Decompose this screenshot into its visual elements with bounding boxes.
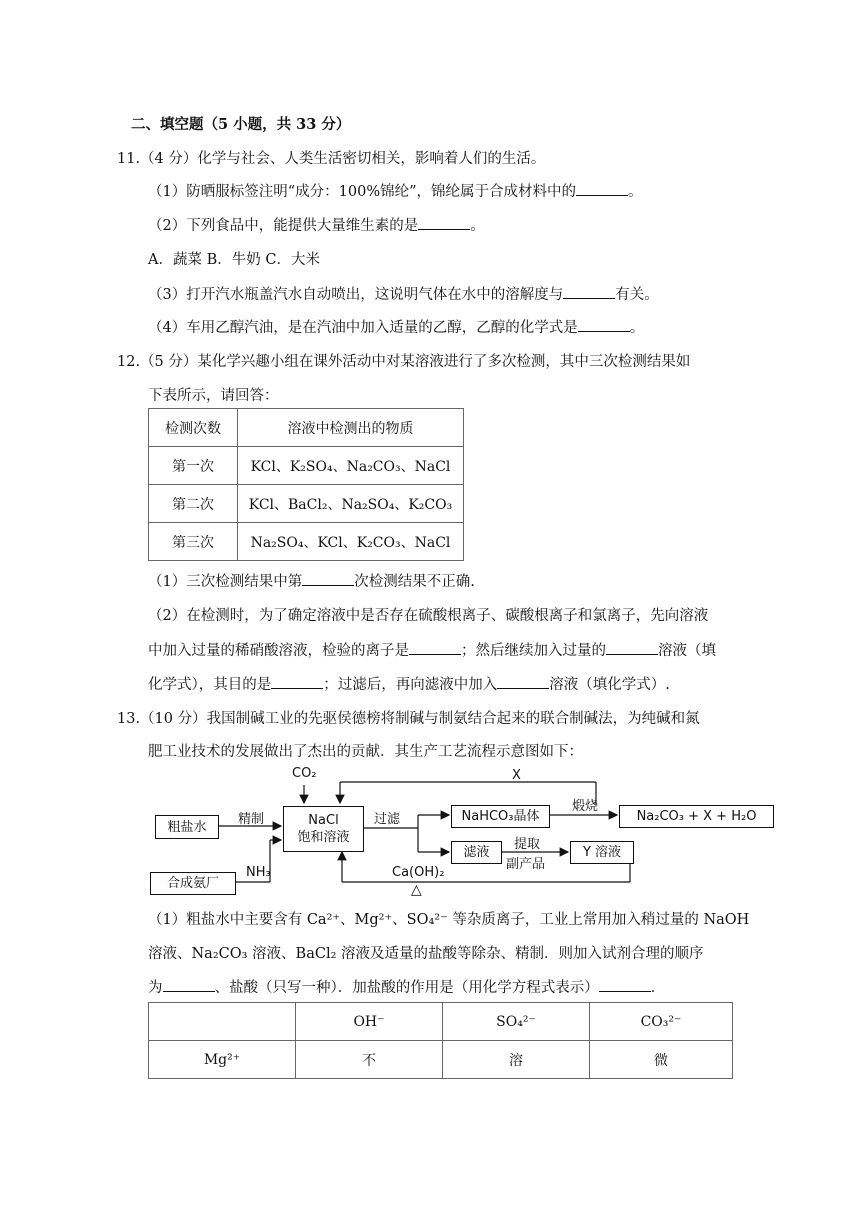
table-header-cell: SO₄²⁻ bbox=[443, 1003, 590, 1041]
calcine-label: 煅烧 bbox=[572, 799, 599, 814]
byproduct-label: 副产品 bbox=[506, 857, 546, 872]
nacl-box: NaCl 饱和溶液 bbox=[283, 806, 364, 852]
q12-part1: （1）三次检测结果中第 次检测结果不正确. bbox=[148, 574, 475, 590]
q13-stem-line1: 13.（10 分）我国制碱工业的先驱侯德榜将制碱与制氨结合起来的联合制碱法，为纯碱和氮 bbox=[117, 711, 700, 727]
answer-blank bbox=[163, 990, 215, 992]
table-header-cell bbox=[149, 1003, 296, 1041]
nahco3-box: NaHCO₃晶体 bbox=[451, 805, 550, 828]
table-cell: Mg²⁺ bbox=[149, 1041, 296, 1079]
nh3-label: NH₃ bbox=[246, 865, 271, 880]
q11-part1: （1）防晒服标签注明“成分：100%锦纶”，锦纶属于合成材料中的 。 bbox=[148, 184, 643, 200]
heat-icon: △ bbox=[411, 882, 422, 898]
co2-label: CO₂ bbox=[292, 766, 317, 781]
x-label: X bbox=[512, 768, 521, 783]
q12-part2-line2: 中加入过量的稀硝酸溶液，检验的离子是 ；然后继续加入过量的 溶液（填 bbox=[148, 643, 716, 659]
table-cell: 溶 bbox=[443, 1041, 590, 1079]
table-row bbox=[149, 1041, 733, 1079]
ammonia-plant-box: 合成氨厂 bbox=[150, 872, 236, 895]
table-cell: 第二次 bbox=[149, 485, 238, 523]
table-header-cell: CO₃²⁻ bbox=[590, 1003, 733, 1041]
q13-part1-line1: （1）粗盐水中主要含有 Ca²⁺、Mg²⁺、SO₄²⁻ 等杂质离子，工业上常用加入稍过量的 NaOH bbox=[148, 912, 750, 928]
table-cell: 不 bbox=[296, 1041, 443, 1079]
table-cell: 第一次 bbox=[149, 447, 238, 485]
table-header-cell: 溶液中检测出的物质 bbox=[238, 409, 464, 447]
q13-stem-line2: 肥工业技术的发展做出了杰出的贡献．其生产工艺流程示意图如下： bbox=[148, 744, 583, 760]
table-cell: 微 bbox=[590, 1041, 733, 1079]
q13-part1-line3: 为 、盐酸（只写一种）．加盐酸的作用是（用化学方程式表示） ． bbox=[148, 980, 666, 996]
q11-part3: （3）打开汽水瓶盖汽水自动喷出，这说明气体在水中的溶解度与 有关。 bbox=[148, 287, 659, 303]
y-solution-box: Y 溶液 bbox=[570, 841, 634, 864]
table-cell: KCl、BaCl₂、Na₂SO₄、K₂CO₃ bbox=[238, 485, 464, 523]
brine-box: 粗盐水 bbox=[155, 815, 219, 839]
q12-part2-line1: （2）在检测时，为了确定溶液中是否存在硫酸根离子、碳酸根离子和氯离子，先向溶液 bbox=[148, 608, 709, 624]
filtrate-box: 滤液 bbox=[451, 841, 502, 864]
extract-label: 提取 bbox=[514, 837, 541, 852]
table-header-row bbox=[149, 1003, 733, 1041]
q11-stem: 11.（4 分）化学与社会、人类生活密切相关，影响着人们的生活。 bbox=[117, 151, 546, 167]
product-box: Na₂CO₃ + X + H₂O bbox=[619, 805, 774, 828]
q11-options: A．蔬菜 B．牛奶 C．大米 bbox=[148, 252, 320, 268]
table-header-cell: 检测次数 bbox=[149, 409, 238, 447]
caoh2-label: Ca(OH)₂ bbox=[392, 865, 445, 880]
answer-blank bbox=[599, 990, 651, 992]
q11-part2: （2）下列食品中，能提供大量维生素的是 。 bbox=[148, 218, 485, 234]
q12-part2-line3: 化学式），其目的是 ；过滤后，再向滤液中加入 溶液（填化学式）. bbox=[148, 677, 670, 693]
table-cell: Na₂SO₄、KCl、K₂CO₃、NaCl bbox=[238, 523, 464, 561]
q11-part4: （4）车用乙醇汽油，是在汽油中加入适量的乙醇，乙醇的化学式是 。 bbox=[148, 320, 645, 336]
table-cell: 第三次 bbox=[149, 523, 238, 561]
table-cell: KCl、K₂SO₄、Na₂CO₃、NaCl bbox=[238, 447, 464, 485]
section-title: 二、填空题（5 小题，共 33 分） bbox=[131, 116, 351, 133]
filter-label: 过滤 bbox=[374, 812, 401, 827]
solubility-table bbox=[148, 1002, 733, 1079]
table-header-cell: OH⁻ bbox=[296, 1003, 443, 1041]
q13-part1-line2: 溶液、Na₂CO₃ 溶液、BaCl₂ 溶液及适量的盐酸等除杂、精制．则加入试剂合理的顺序 bbox=[148, 946, 704, 962]
q12-stem-line2: 下表所示，请回答： bbox=[148, 388, 279, 404]
refine-label: 精制 bbox=[238, 812, 265, 827]
q12-stem-line1: 12.（5 分）某化学兴趣小组在课外活动中对某溶液进行了多次检测，其中三次检测结果如 bbox=[117, 354, 691, 370]
